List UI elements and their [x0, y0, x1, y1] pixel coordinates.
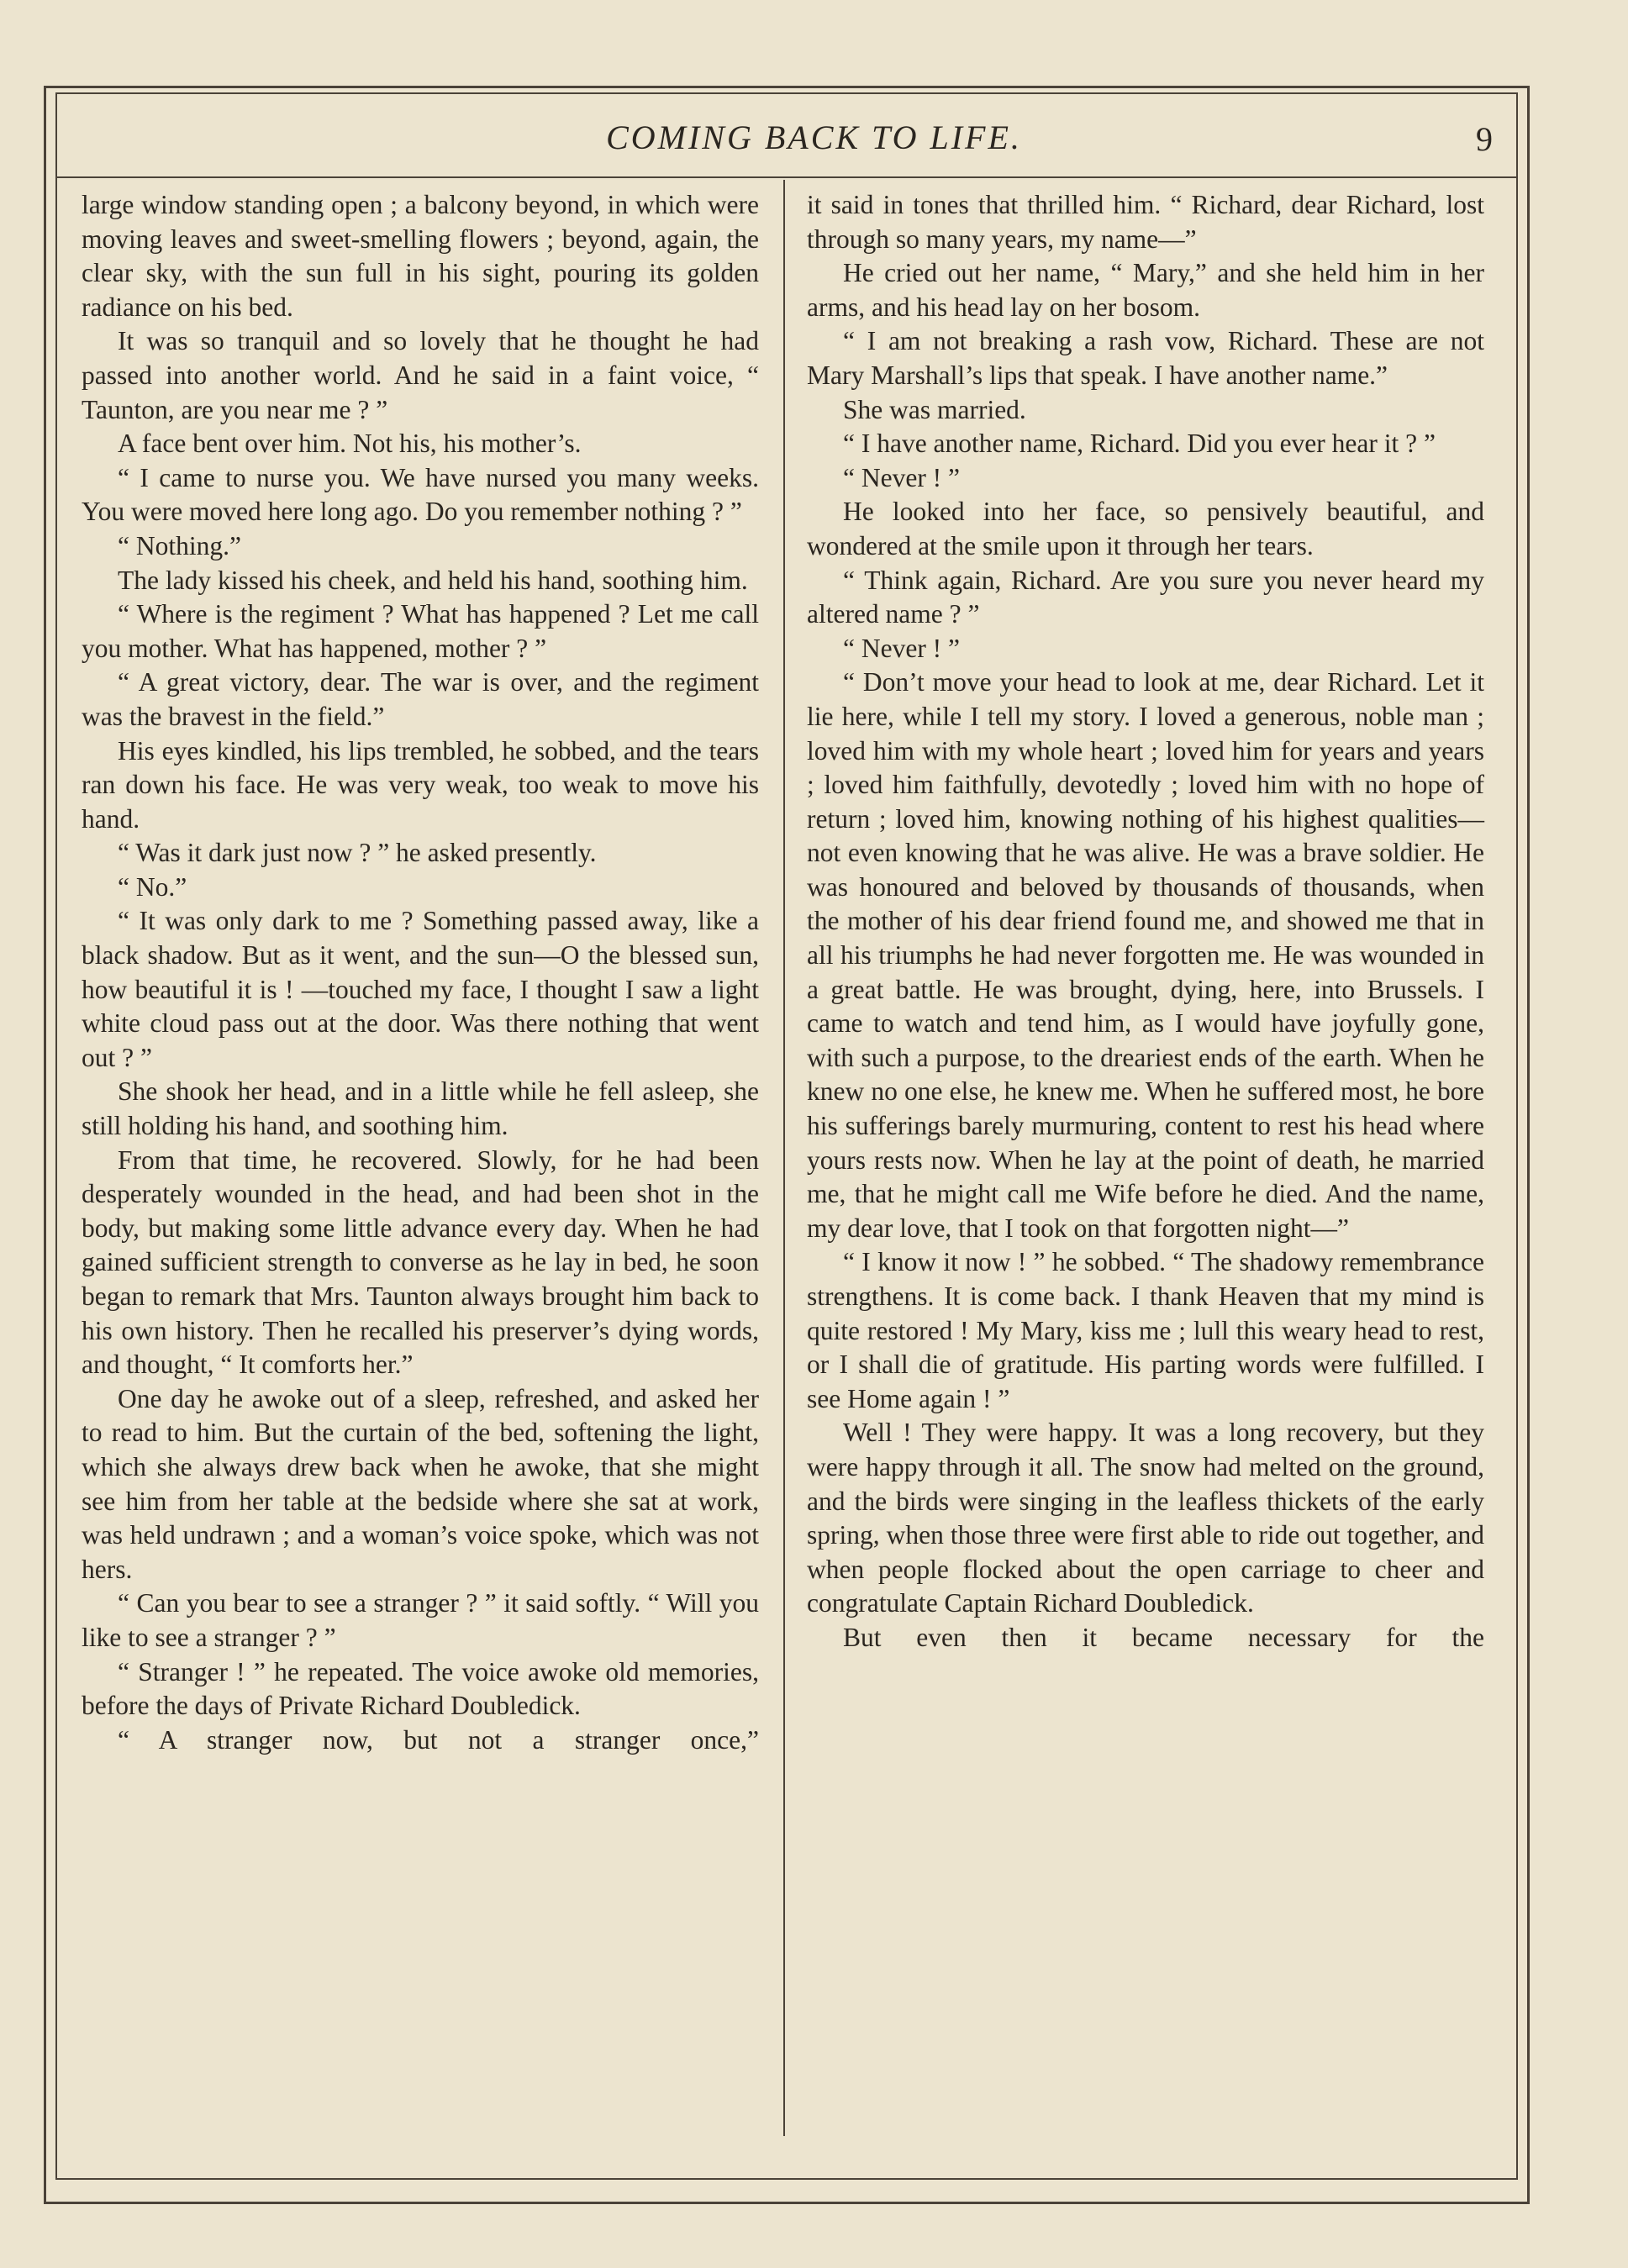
paragraph: She shook her head, and in a little while he fell asleep, she still holding his hand, and soothing him.	[82, 1076, 759, 1141]
paragraph: But even then it became necessary for the	[843, 1622, 1484, 1652]
paragraph: “ No.”	[118, 871, 187, 902]
paragraph: Well ! They were happy. It was a long recovery, but they were happy through it all. The snow had melted on the ground, and the birds were singing in the leafless thickets of the early spring, when those three were first able to ride out together, and when people flocked about the open carriage to cheer and congratulate Captain Richard Doubledick.	[807, 1418, 1484, 1618]
paragraph: “ Was it dark just now ? ” he asked presently.	[118, 838, 597, 868]
paragraph: A face bent over him. Not his, his mother’s.	[118, 429, 582, 459]
paragraph: “ Never ! ”	[843, 462, 961, 492]
paragraph: “ Where is the regiment ? What has happened ? Let me call you mother. What has happened, mother ? ”	[82, 599, 759, 663]
paragraph: She was married.	[843, 394, 1026, 424]
paragraph: “ Never ! ”	[843, 633, 961, 663]
paragraph: “ I came to nurse you. We have nursed you many weeks. You were moved here long ago. Do you remember nothing ? ”	[82, 462, 759, 527]
paragraph: “ It was only dark to me ? Something passed away, like a black shadow. But as it went, and the sun—O the blessed sun, how beautiful it is ! —touched my face, I thought I saw a light white cloud pass out at the door. Was there nothing that went out ? ”	[82, 906, 759, 1072]
paragraph: It was so tranquil and so lovely that he thought he had passed into another world. And he said in a faint voice, “ Taunton, are you near me ? ”	[82, 326, 759, 424]
header-rule	[55, 176, 1516, 178]
paragraph: “ Don’t move your head to look at me, dear Richard. Let it lie here, while I tell my story. I loved a generous, noble man ; loved him with my whole heart ; loved him for years and years ; loved him faithfully, devotedly ; loved him with no hope of return ; loved him, knowing nothing of his highest qualities—not even knowing that he was alive. He was a brave soldier. He was honoured and beloved by thousands of thousands, when the mother of his dear friend found me, and showed me that in all his triumphs he had never forgotten me. He was wounded in a great battle. He was brought, dying, here, into Brussels. I came to watch and tend him, as I would have joyfully gone, with such a purpose, to the dreariest ends of the earth. When he knew no one else, he knew me. When he suffered most, he bore his sufferings barely murmuring, content to rest his head where yours rests now. When he lay at the point of death, he married me, that he might call me Wife before he died. And the name, my dear love, that I took on that forgotten night—”	[807, 667, 1484, 1243]
paragraph: He cried out her name, “ Mary,” and she held him in her arms, and his head lay on her bosom.	[807, 258, 1484, 322]
paragraph: His eyes kindled, his lips trembled, he sobbed, and the tears ran down his face. He was very weak, too weak to move his hand.	[82, 735, 759, 834]
running-head-title: COMING BACK TO LIFE.	[606, 118, 1022, 156]
paragraph: large window standing open ; a balcony beyond, in which were moving leaves and sweet-smelling flowers ; beyond, again, the clear sky, with the sun full in his sight, pouring its golden radiance on his bed.	[82, 190, 759, 322]
page-number: 9	[1476, 120, 1493, 158]
paragraph: “ A great victory, dear. The war is over, and the regiment was the bravest in the field.”	[82, 667, 759, 731]
paragraph: “ Nothing.”	[118, 530, 241, 560]
paragraph: “ I know it now ! ” he sobbed. “ The shadowy remembrance strengthens. It is come back. I thank Heaven that my mind is quite restored ! My Mary, kiss me ; lull this weary head to rest, or I shall die of gratitude. His parting words were fulfilled. I see Home again ! ”	[807, 1247, 1484, 1413]
column-divider	[783, 180, 785, 2136]
left-column	[82, 188, 759, 1757]
paragraph: “ Think again, Richard. Are you sure you never heard my altered name ? ”	[807, 565, 1484, 629]
paragraph: One day he awoke out of a sleep, refreshed, and asked her to read to him. But the curtain of the bed, softening the light, which she always drew back when he awoke, that she might see him from her table at the bedside where she sat at work, was held undrawn ; and a woman’s voice spoke, which was not hers.	[82, 1383, 759, 1584]
right-column	[807, 188, 1484, 1655]
paragraph: The lady kissed his cheek, and held his hand, soothing him.	[118, 565, 748, 595]
paragraph: “ I have another name, Richard. Did you ever hear it ? ”	[843, 429, 1436, 459]
paragraph: “ Stranger ! ” he repeated. The voice awoke old memories, before the days of Private Richard Doubledick.	[82, 1656, 759, 1721]
paragraph: “ I am not breaking a rash vow, Richard. These are not Mary Marshall’s lips that speak. I have another name.”	[807, 326, 1484, 390]
paragraph: it said in tones that thrilled him. “ Richard, dear Richard, lost through so many years, my name—”	[807, 190, 1484, 254]
paragraph: “ A stranger now, but not a stranger once,”	[118, 1724, 759, 1755]
paragraph: He looked into her face, so pensively beautiful, and wondered at the smile upon it through her tears.	[807, 497, 1484, 560]
paragraph: From that time, he recovered. Slowly, for he had been desperately wounded in the head, and had been shot in the body, but making some little advance every day. When he had gained sufficient strength to converse as he lay in bed, he soon began to remark that Mrs. Taunton always brought him back to his own history. Then he recalled his preserver’s dying words, and thought, “ It comforts her.”	[82, 1145, 759, 1380]
paragraph: “ Can you bear to see a stranger ? ” it said softly. “ Will you like to see a stranger ? ”	[82, 1588, 759, 1652]
